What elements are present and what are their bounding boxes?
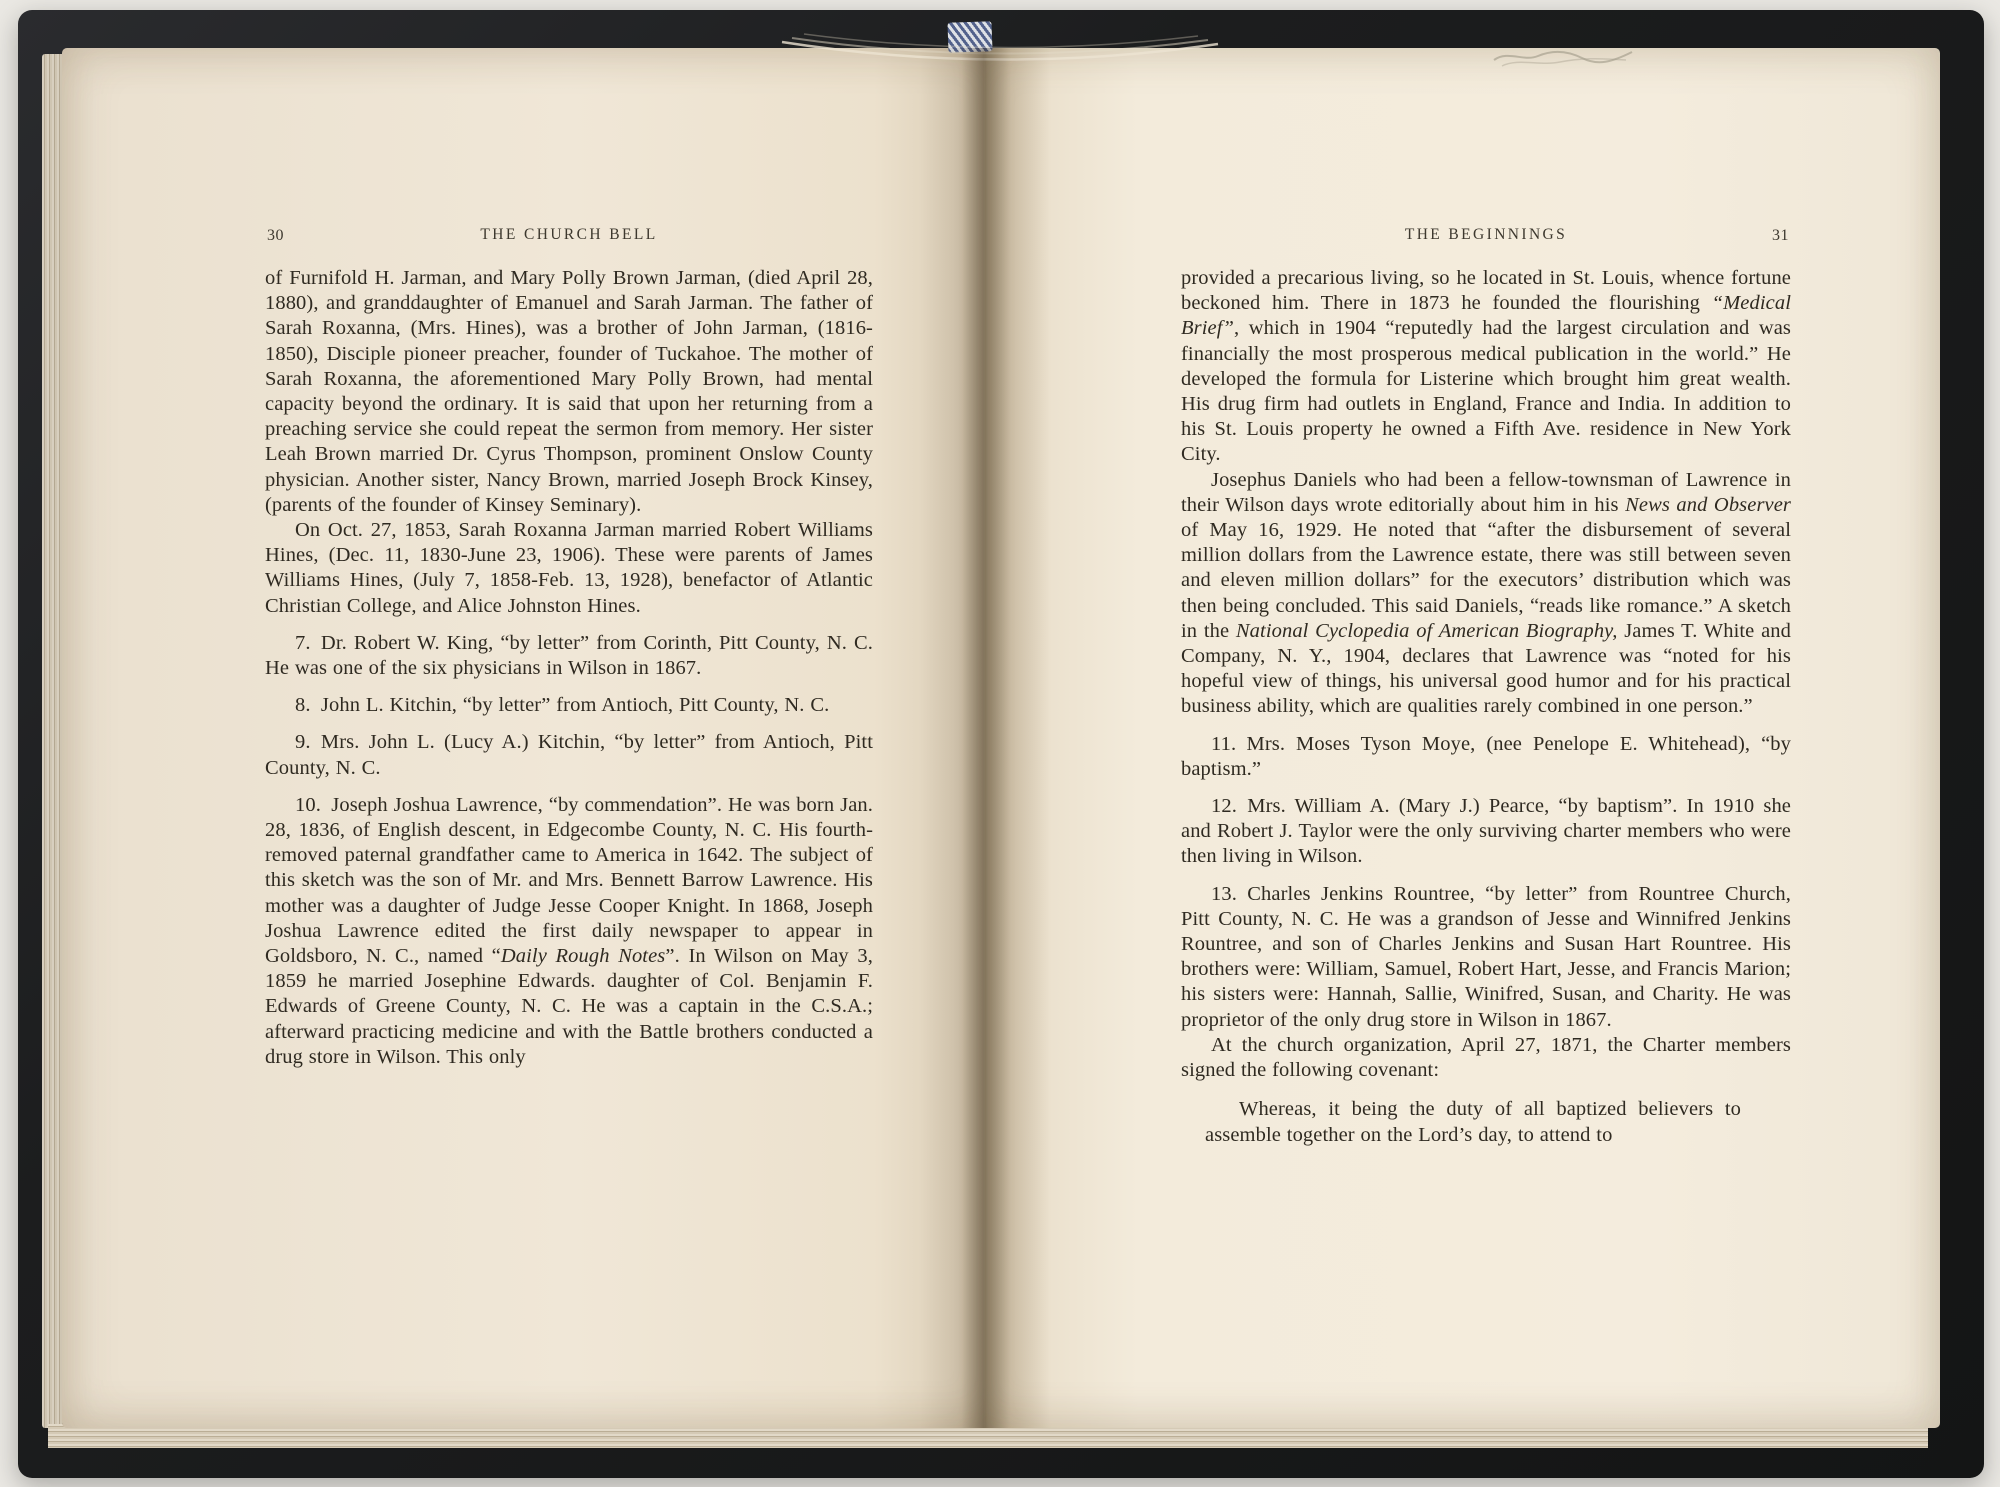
italic-text-segment: “Medical Brief” — [1181, 292, 1791, 340]
left-page-body — [265, 266, 873, 1070]
text-segment: , which in 1904 “reputedly had the largest circulation and was financially the most prosperous medical publication in the world.” He developed the formula for Listerine which brought him great wealth. His drug firm had outlets in England, France and India. In addition to his St. Louis property he owned a Fifth Ave. residence in New York City. — [1181, 317, 1791, 466]
text-segment: 9. Mrs. John L. (Lucy A.) Kitchin, “by letter” from Antioch, Pitt County, N. C. — [265, 731, 873, 779]
text-segment: Josephus Daniels who had been a fellow-townsman of Lawrence in their Wilson days wrote editorially about him in his — [1181, 468, 1791, 516]
text-segment: Whereas, it being the duty of all baptized believers to assemble together on the Lord’s day, to attend to — [1205, 1098, 1741, 1146]
left-page-number: 30 — [267, 227, 284, 244]
text-segment: provided a precarious living, so he located in St. Louis, whence fortune beckoned him. There in 1873 he founded the flourishing — [1181, 267, 1791, 315]
left-page — [62, 48, 985, 1428]
text-segment: On Oct. 27, 1853, Sarah Roxanna Jarman married Robert Williams Hines, (Dec. 11, 1830-June 23, 1906). These were parents of James Williams Hines, (July 7, 1858-Feb. 13, 1928), benefactor of Atlantic Christian College, and Alice Johnston Hines. — [265, 519, 873, 617]
right-page-header — [1181, 226, 1791, 248]
paragraph — [1181, 732, 1791, 782]
text-segment: of Furnifold H. Jarman, and Mary Polly Brown Jarman, (died April 28, 1880), and granddaughter of Emanuel and Sarah Jarman. The father of Sarah Roxanna, (Mrs. Hines), was a brother of John Jarman, (1816-1850), Disciple pioneer preacher, founder of Tuckahoe. The mother of Sarah Roxanna, the aforementioned Mary Polly Brown, had mental capacity beyond the ordinary. It is said that upon her returning from a preaching service she could repeat the sermon from memory. Her sister Leah Brown married Dr. Cyrus Thompson, prominent Onslow County physician. Another sister, Nancy Brown, married Joseph Brock Kinsey, (parents of the founder of Kinsey Seminary). — [265, 267, 873, 516]
right-page-number: 31 — [1772, 227, 1789, 244]
paragraph — [1181, 1033, 1791, 1083]
left-page-header — [265, 226, 873, 248]
right-page-content — [1181, 226, 1791, 1148]
right-page — [985, 48, 1940, 1428]
page-edges-left — [42, 54, 62, 1428]
text-segment: of May 16, 1929. He noted that “after the disbursement of several million dollars from the Lawrence estate, there was still between seven and eleven million dollars” for the executors’ distribution which was then being concluded. This said Daniels, “reads like romance.” A sketch in the — [1181, 519, 1791, 642]
text-segment: 10. Joseph Joshua Lawrence, “by commendation”. He was born Jan. 28, 1836, of English descent, in Edgecombe County, N. C. His fourth-removed paternal grandfather came to America in 1642. The subject of this sketch was the son of Mr. and Mrs. Bennett Barrow Lawrence. His mother was a daughter of Judge Jesse Cooper Knight. In 1868, Joseph Joshua Lawrence edited the first daily newspaper to appear in Goldsboro, N. C., named “ — [265, 793, 873, 968]
book-cover — [18, 10, 1984, 1478]
paragraph — [265, 793, 873, 1070]
right-running-head: THE BEGINNINGS — [1404, 226, 1568, 243]
italic-text-segment: National Cyclopedia of American Biography, — [1235, 619, 1618, 642]
italic-text-segment: News and Observer — [1625, 493, 1792, 516]
text-segment: 7. Dr. Robert W. King, “by letter” from Corinth, Pitt County, N. C. He was one of the six physicians in Wilson in 1867. — [265, 631, 873, 680]
pencil-scribble — [1488, 40, 1638, 74]
italic-text-segment: Daily Rough Notes — [500, 945, 666, 968]
paragraph — [1181, 266, 1791, 468]
text-segment: James T. White and Company, N. Y., 1904, declares that Lawrence was “noted for his hopeful view of things, his universal good humor and for his practical business ability, which are qualities rarely combined in one person.” — [1181, 619, 1791, 718]
text-segment: 8. John L. Kitchin, “by letter” from Antioch, Pitt County, N. C. — [295, 694, 830, 717]
text-segment: ”. In Wilson on May 3, 1859 he married Josephine Edwards. daughter of Col. Benjamin F. Edwards of Greene County, N. C. He was a captain in the C.S.A.; afterward practicing medicine and with the Battle brothers conducted a drug store in Wilson. This only — [265, 945, 873, 1068]
paragraph — [265, 266, 873, 518]
paragraph — [1181, 468, 1791, 720]
paragraph — [265, 730, 873, 780]
page-curl-lines — [780, 30, 1220, 72]
text-segment: 13. Charles Jenkins Rountree, “by letter” from Rountree Church, Pitt County, N. C. He was a grandson of Jesse and Winnifred Jenkins Rountree, and son of Charles Jenkins and Susan Hart Rountree. His brothers were: William, Samuel, Robert Hart, Jesse, and Francis Marion; his sisters were: Hannah, Sallie, Winifred, Susan, and Charity. He was proprietor of the only drug store in Wilson in 1867. — [1181, 882, 1791, 1031]
right-page-body — [1181, 266, 1791, 1148]
text-segment: At the church organization, April 27, 1871, the Charter members signed the following covenant: — [1181, 1033, 1791, 1082]
paragraph — [1181, 794, 1791, 870]
text-segment: 11. Mrs. Moses Tyson Moye, (nee Penelope E. Whitehead), “by baptism.” — [1181, 732, 1791, 780]
left-page-content — [265, 226, 873, 1070]
left-running-head: THE CHURCH BELL — [480, 226, 658, 243]
paragraph — [265, 631, 873, 681]
paragraph — [1205, 1097, 1741, 1147]
text-segment: 12. Mrs. William A. (Mary J.) Pearce, “by baptism”. In 1910 she and Robert J. Taylor were the only surviving charter members who were then living in Wilson. — [1181, 795, 1791, 868]
paragraph — [1181, 882, 1791, 1033]
paragraph — [265, 693, 873, 718]
paragraph — [265, 518, 873, 619]
